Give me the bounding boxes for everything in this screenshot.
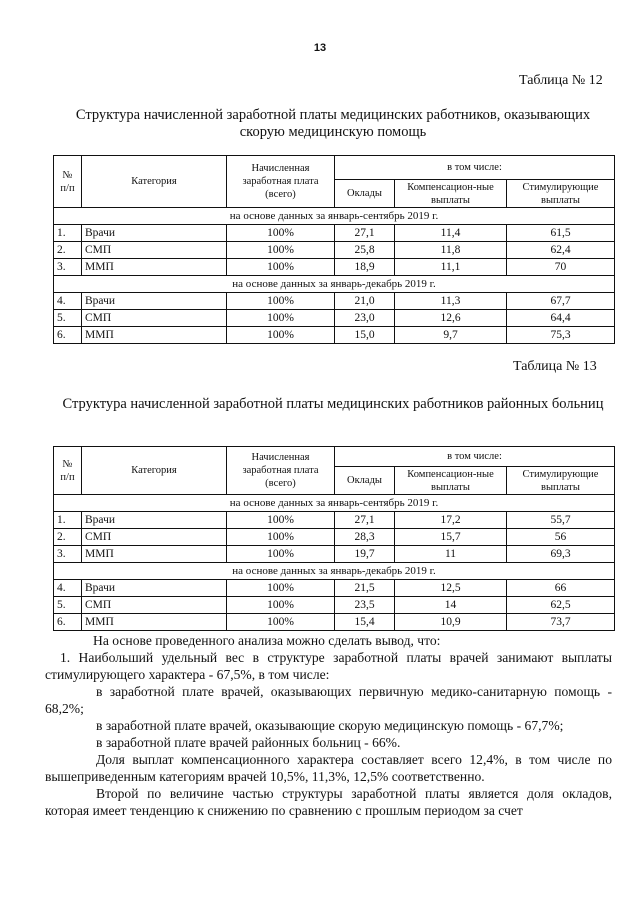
cell-num: 4. <box>54 293 82 310</box>
cell-compensation: 12,5 <box>395 580 507 597</box>
cell-compensation: 12,6 <box>395 310 507 327</box>
cell-stimulating: 62,5 <box>507 597 615 614</box>
cell-num: 1. <box>54 225 82 242</box>
table-12 <box>53 155 615 344</box>
cell-num: 1. <box>54 512 82 529</box>
cell-salaries: 21,5 <box>335 580 395 597</box>
cell-num: 2. <box>54 529 82 546</box>
cell-total: 100% <box>227 310 335 327</box>
cell-salaries: 28,3 <box>335 529 395 546</box>
cell-compensation: 10,9 <box>395 614 507 631</box>
cell-category: ММП <box>82 546 227 563</box>
cell-total: 100% <box>227 293 335 310</box>
table-row <box>54 512 615 529</box>
cell-salaries: 27,1 <box>335 512 395 529</box>
table-12-title: Структура начисленной заработной платы медицинских работников, оказывающих скорую медицинскую помощь <box>75 107 591 140</box>
cell-category: СМП <box>82 529 227 546</box>
cell-salaries: 15,4 <box>335 614 395 631</box>
header-salaries: Оклады <box>335 180 395 208</box>
section-title: на основе данных за январь-декабрь 2019 г. <box>54 563 615 580</box>
cell-category: ММП <box>82 327 227 344</box>
cell-total: 100% <box>227 580 335 597</box>
cell-stimulating: 64,4 <box>507 310 615 327</box>
section-title: на основе данных за январь-декабрь 2019 г. <box>54 276 615 293</box>
cell-salaries: 19,7 <box>335 546 395 563</box>
cell-total: 100% <box>227 242 335 259</box>
cell-category: СМП <box>82 597 227 614</box>
cell-category: ММП <box>82 614 227 631</box>
cell-total: 100% <box>227 614 335 631</box>
cell-total: 100% <box>227 259 335 276</box>
cell-stimulating: 75,3 <box>507 327 615 344</box>
cell-category: Врачи <box>82 293 227 310</box>
cell-salaries: 21,0 <box>335 293 395 310</box>
cell-compensation: 15,7 <box>395 529 507 546</box>
body-text <box>45 632 612 819</box>
paragraph-intro: На основе проведенного анализа можно сделать вывод, что: <box>93 633 441 648</box>
cell-category: Врачи <box>82 580 227 597</box>
cell-compensation: 11,4 <box>395 225 507 242</box>
table-row <box>54 225 615 242</box>
cell-total: 100% <box>227 225 335 242</box>
table-row <box>54 259 615 276</box>
cell-stimulating: 61,5 <box>507 225 615 242</box>
paragraph-district: в заработной плате врачей районных больниц - 66%. <box>96 735 401 750</box>
table-row <box>54 546 615 563</box>
header-stimulating: Стимулирующие выплаты <box>507 180 615 208</box>
cell-compensation: 17,2 <box>395 512 507 529</box>
paragraph-salaries: Второй по величине частью структуры заработной платы является доля окладов, которая имеет тенденцию к снижению по сравнению с прошлым периодом за счет <box>45 786 612 818</box>
section-title: на основе данных за январь-сентябрь 2019 г. <box>54 208 615 225</box>
cell-salaries: 15,0 <box>335 327 395 344</box>
cell-total: 100% <box>227 529 335 546</box>
cell-category: Врачи <box>82 512 227 529</box>
table-13-title: Структура начисленной заработной платы медицинских работников районных больниц <box>62 396 604 412</box>
cell-compensation: 11 <box>395 546 507 563</box>
cell-total: 100% <box>227 546 335 563</box>
cell-salaries: 27,1 <box>335 225 395 242</box>
cell-stimulating: 62,4 <box>507 242 615 259</box>
header-category: Категория <box>82 447 227 495</box>
cell-compensation: 11,3 <box>395 293 507 310</box>
cell-category: ММП <box>82 259 227 276</box>
table-13-label: Таблица № 13 <box>513 359 597 374</box>
cell-stimulating: 67,7 <box>507 293 615 310</box>
cell-total: 100% <box>227 512 335 529</box>
section-row <box>54 495 615 512</box>
cell-stimulating: 56 <box>507 529 615 546</box>
cell-compensation: 11,8 <box>395 242 507 259</box>
cell-category: СМП <box>82 242 227 259</box>
cell-stimulating: 55,7 <box>507 512 615 529</box>
cell-num: 6. <box>54 614 82 631</box>
cell-category: Врачи <box>82 225 227 242</box>
header-category: Категория <box>82 156 227 208</box>
cell-salaries: 25,8 <box>335 242 395 259</box>
cell-compensation: 11,1 <box>395 259 507 276</box>
cell-num: 6. <box>54 327 82 344</box>
cell-stimulating: 69,3 <box>507 546 615 563</box>
cell-stimulating: 70 <box>507 259 615 276</box>
header-including: в том числе: <box>335 447 615 467</box>
section-row <box>54 276 615 293</box>
cell-stimulating: 66 <box>507 580 615 597</box>
header-stimulating: Стимулирующие выплаты <box>507 467 615 495</box>
table-row <box>54 529 615 546</box>
table-row <box>54 293 615 310</box>
header-including: в том числе: <box>335 156 615 180</box>
cell-num: 5. <box>54 597 82 614</box>
table-row <box>54 580 615 597</box>
header-compensation: Компенсацион-ные выплаты <box>395 180 507 208</box>
section-row <box>54 563 615 580</box>
cell-salaries: 23,0 <box>335 310 395 327</box>
cell-compensation: 9,7 <box>395 327 507 344</box>
table-row <box>54 310 615 327</box>
header-salaries: Оклады <box>335 467 395 495</box>
cell-stimulating: 73,7 <box>507 614 615 631</box>
section-row <box>54 208 615 225</box>
cell-total: 100% <box>227 597 335 614</box>
table-row <box>54 327 615 344</box>
cell-num: 3. <box>54 259 82 276</box>
cell-category: СМП <box>82 310 227 327</box>
paragraph-emergency: в заработной плате врачей, оказывающие скорую медицинскую помощь - 67,7%; <box>96 718 564 733</box>
cell-salaries: 18,9 <box>335 259 395 276</box>
table-row <box>54 242 615 259</box>
paragraph-1: 1. Наибольший удельный вес в структуре заработной платы врачей занимают выплаты стимулирующего характера - 67,5%, в том числе: <box>45 650 612 682</box>
header-num: № п/п <box>54 156 82 208</box>
header-num: № п/п <box>54 447 82 495</box>
cell-num: 5. <box>54 310 82 327</box>
cell-compensation: 14 <box>395 597 507 614</box>
cell-num: 3. <box>54 546 82 563</box>
table-row <box>54 614 615 631</box>
cell-num: 4. <box>54 580 82 597</box>
page-number: 13 <box>313 42 327 54</box>
cell-salaries: 23,5 <box>335 597 395 614</box>
section-title: на основе данных за январь-сентябрь 2019 г. <box>54 495 615 512</box>
cell-total: 100% <box>227 327 335 344</box>
table-12-label: Таблица № 12 <box>519 73 603 88</box>
cell-num: 2. <box>54 242 82 259</box>
paragraph-primary-care: в заработной плате врачей, оказывающих первичную медико-санитарную помощь - 68,2%; <box>45 684 612 716</box>
header-accrued: Начисленная заработная плата (всего) <box>227 156 335 208</box>
header-accrued: Начисленная заработная плата (всего) <box>227 447 335 495</box>
table-13 <box>53 446 615 631</box>
table-row <box>54 597 615 614</box>
paragraph-compensation: Доля выплат компенсационного характера составляет всего 12,4%, в том числе по вышеприведенным категориям врачей 10,5%, 11,3%, 12,5% соответственно. <box>45 752 612 784</box>
header-compensation: Компенсацион-ные выплаты <box>395 467 507 495</box>
